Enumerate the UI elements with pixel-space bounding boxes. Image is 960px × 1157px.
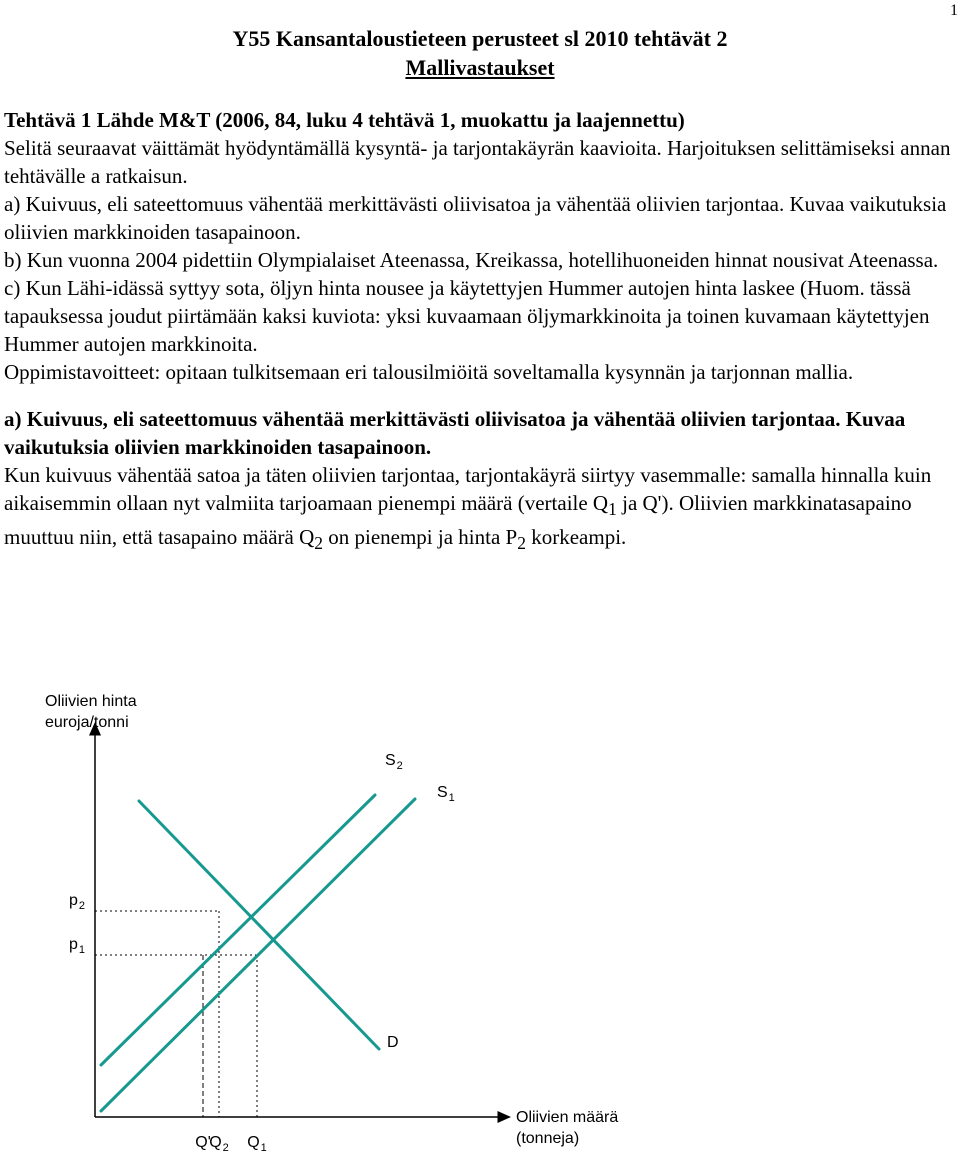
task-heading: Tehtävä 1 Lähde M&T (2006, 84, luku 4 tehtävä 1, muokattu ja laajennettu): [4, 108, 685, 132]
curve-s2: [101, 795, 375, 1065]
y-axis-label-1: Oliivien hinta: [45, 693, 137, 710]
answer-heading: a) Kuivuus, eli sateettomuus vähentää merkittävästi oliivisatoa ja vähentää oliivien tarjontaa. Kuvaa vaikutuksia oliivien markkinoiden tasapainoon.: [4, 407, 906, 459]
task-a: a) Kuivuus, eli sateettomuus vähentää merkittävästi oliivisatoa ja vähentää oliivien tarjontaa. Kuvaa vaikutuksia oliivien markkinoiden tasapainoon.: [4, 192, 947, 244]
quantity-label-Qprime: Q': [195, 1134, 211, 1151]
task-objectives: Oppimistavoitteet: opitaan tulkitsemaan eri talousilmiöitä soveltamalla kysynnän ja tarjonnan mallia.: [4, 360, 854, 384]
answer-paragraph: Kun kuivuus vähentää satoa ja täten oliivien tarjontaa, tarjontakäyrä siirtyy vasemmalle: samalla hinnalla kuin aikaisemmin ollaan nyt valmiita tarjoamaan pienempi määrä (vertaile $Q_1$ ja Q'). Oliivien markkinatasapaino muuttuu niin, että tasapaino määrä $Q_2$ on pienempi ja hinta $P_2$ korkeampi.: [4, 463, 932, 554]
curve-s1: [101, 799, 415, 1111]
quantity-label-Q2: $Q_2$: [209, 1134, 229, 1154]
y-axis-label-2: euroja/tonni: [45, 714, 129, 731]
price-label-p2: $p_2$: [69, 892, 86, 912]
curve-d: [139, 801, 379, 1049]
curve-label-s2: $S_2$: [385, 752, 403, 772]
document-body: [4, 106, 956, 557]
x-axis-label-2: (tonneja): [516, 1130, 580, 1147]
curve-label-d: D: [387, 1034, 399, 1051]
document-subtitle: Mallivastaukset: [405, 55, 555, 80]
task-intro: Selitä seuraavat väittämät hyödyntämällä kysyntä- ja tarjontakäyrän kaavioita. Harjoituksen selittämiseksi annan tehtävälle a ratkaisun.: [4, 136, 951, 188]
page-number: 1: [950, 2, 958, 19]
curve-label-s1: $S_1$: [437, 784, 455, 804]
document-title: Y55 Kansantaloustieteen perusteet sl 2010 tehtävät 2: [232, 26, 728, 51]
price-label-p1: $p_1$: [69, 936, 86, 956]
x-axis-label-1: Oliivien määrä: [516, 1109, 619, 1126]
supply-demand-chart: [0, 680, 960, 1157]
quantity-label-Q1: $Q_1$: [247, 1134, 267, 1154]
task-b: b) Kun vuonna 2004 pidettiin Olympialaiset Ateenassa, Kreikassa, hotellihuoneiden hinnat nousivat Ateenassa.: [4, 248, 939, 272]
task-c: c) Kun Lähi-idässä syttyy sota, öljyn hinta nousee ja käytettyjen Hummer autojen hinta laskee (Huom. tässä tapauksessa joudut piirtämään kaksi kuviota: yksi kuvaamaan öljymarkkinoita ja toinen kuvamaan käytettyjen Hummer autojen markkinoita.: [4, 276, 930, 356]
document-header: [0, 24, 960, 82]
